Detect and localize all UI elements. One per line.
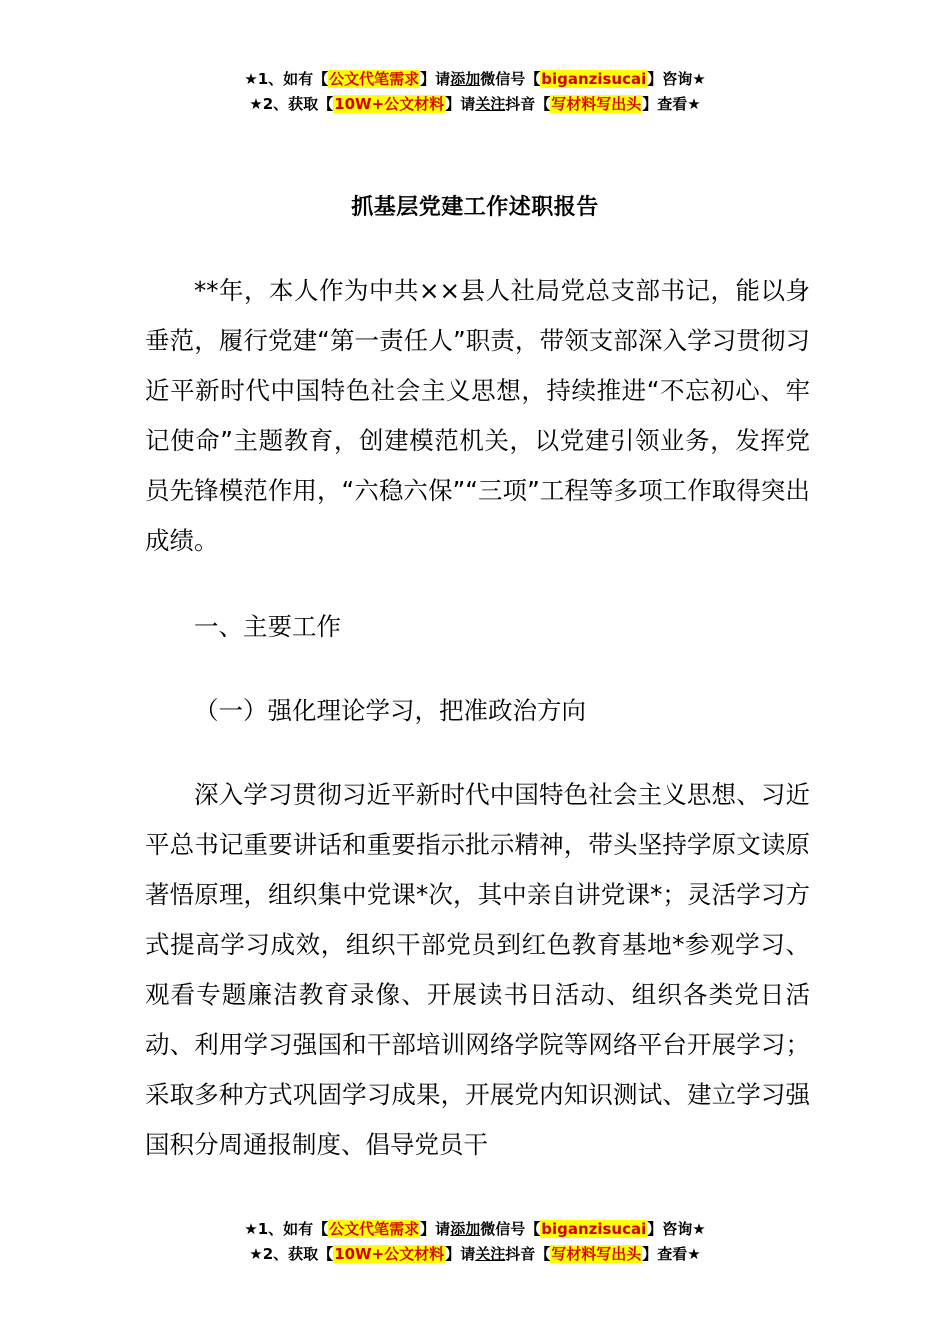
- section-heading: 一、主要工作: [194, 612, 341, 641]
- promo-text: 抖音【: [505, 1245, 551, 1263]
- promo-wechat-id: biganzisucai: [541, 1220, 647, 1238]
- promo-text: 微信号【: [480, 1220, 541, 1238]
- promo-suffix: 】咨询★: [647, 70, 706, 88]
- promo-line-2: [0, 92, 950, 117]
- promo-highlight: 公文代笔需求: [329, 70, 420, 88]
- promo-text: 】请: [445, 95, 476, 113]
- promo-douyin-id: 写材料写出头: [551, 95, 642, 113]
- subsection-heading-block: [145, 686, 810, 736]
- promo-douyin-id: 写材料写出头: [551, 1245, 642, 1263]
- promo-text: 抖音【: [505, 95, 551, 113]
- promo-wechat-id: biganzisucai: [541, 70, 647, 88]
- promo-suffix: 】查看★: [642, 95, 701, 113]
- promo-line-1: [0, 67, 950, 92]
- promo-highlight: 10W+公文材料: [334, 95, 445, 113]
- intro-paragraph-block: [145, 266, 810, 566]
- promo-prefix: ★1、如有【: [244, 1220, 329, 1238]
- intro-paragraph: **年，本人作为中共××县人社局党总支部书记，能以身垂范，履行党建“第一责任人”职责，带领支部深入学习贯彻习近平新时代中国特色社会主义思想，持续推进“不忘初心、牢记使命”主题教育，创建模范机关，以党建引领业务，发挥党员先锋模范作用，“六稳六保”“三项”工程等多项工作取得突出成绩。: [145, 276, 810, 555]
- promo-underline: 关注: [475, 1245, 506, 1263]
- promo-suffix: 】咨询★: [647, 1220, 706, 1238]
- promo-notice-bottom: [0, 1217, 950, 1267]
- promo-line-1: [0, 1217, 950, 1242]
- promo-prefix: ★2、获取【: [249, 1245, 334, 1263]
- promo-text: 】请: [445, 1245, 476, 1263]
- promo-underline: 添加: [450, 1220, 481, 1238]
- promo-prefix: ★2、获取【: [249, 95, 334, 113]
- body-paragraph: 深入学习贯彻习近平新时代中国特色社会主义思想、习近平总书记重要讲话和重要指示批示精神，带头坚持学原文读原著悟原理，组织集中党课*次，其中亲自讲党课*；灵活学习方式提高学习成效，组织干部党员到红色教育基地*参观学习、观看专题廉洁教育录像、开展读书日活动、组织各类党日活动、利用学习强国和干部培训网络学院等网络平台开展学习；采取多种方式巩固学习成果，开展党内知识测试、建立学习强国积分周通报制度、倡导党员干: [145, 780, 810, 1159]
- promo-text: 】请: [420, 70, 451, 88]
- promo-highlight: 10W+公文材料: [334, 1245, 445, 1263]
- promo-underline: 添加: [450, 70, 481, 88]
- document-title: 抓基层党建工作述职报告: [351, 195, 599, 220]
- promo-suffix: 】查看★: [642, 1245, 701, 1263]
- promo-prefix: ★1、如有【: [244, 70, 329, 88]
- promo-highlight: 公文代笔需求: [329, 1220, 420, 1238]
- body-paragraph-block: [145, 770, 810, 1170]
- subsection-heading: （一）强化理论学习，把准政治方向: [194, 696, 586, 725]
- promo-text: 微信号【: [480, 70, 541, 88]
- promo-line-2: [0, 1242, 950, 1267]
- section-heading-block: [145, 602, 810, 652]
- promo-text: 】请: [420, 1220, 451, 1238]
- promo-notice-top: [0, 67, 950, 117]
- promo-underline: 关注: [475, 95, 506, 113]
